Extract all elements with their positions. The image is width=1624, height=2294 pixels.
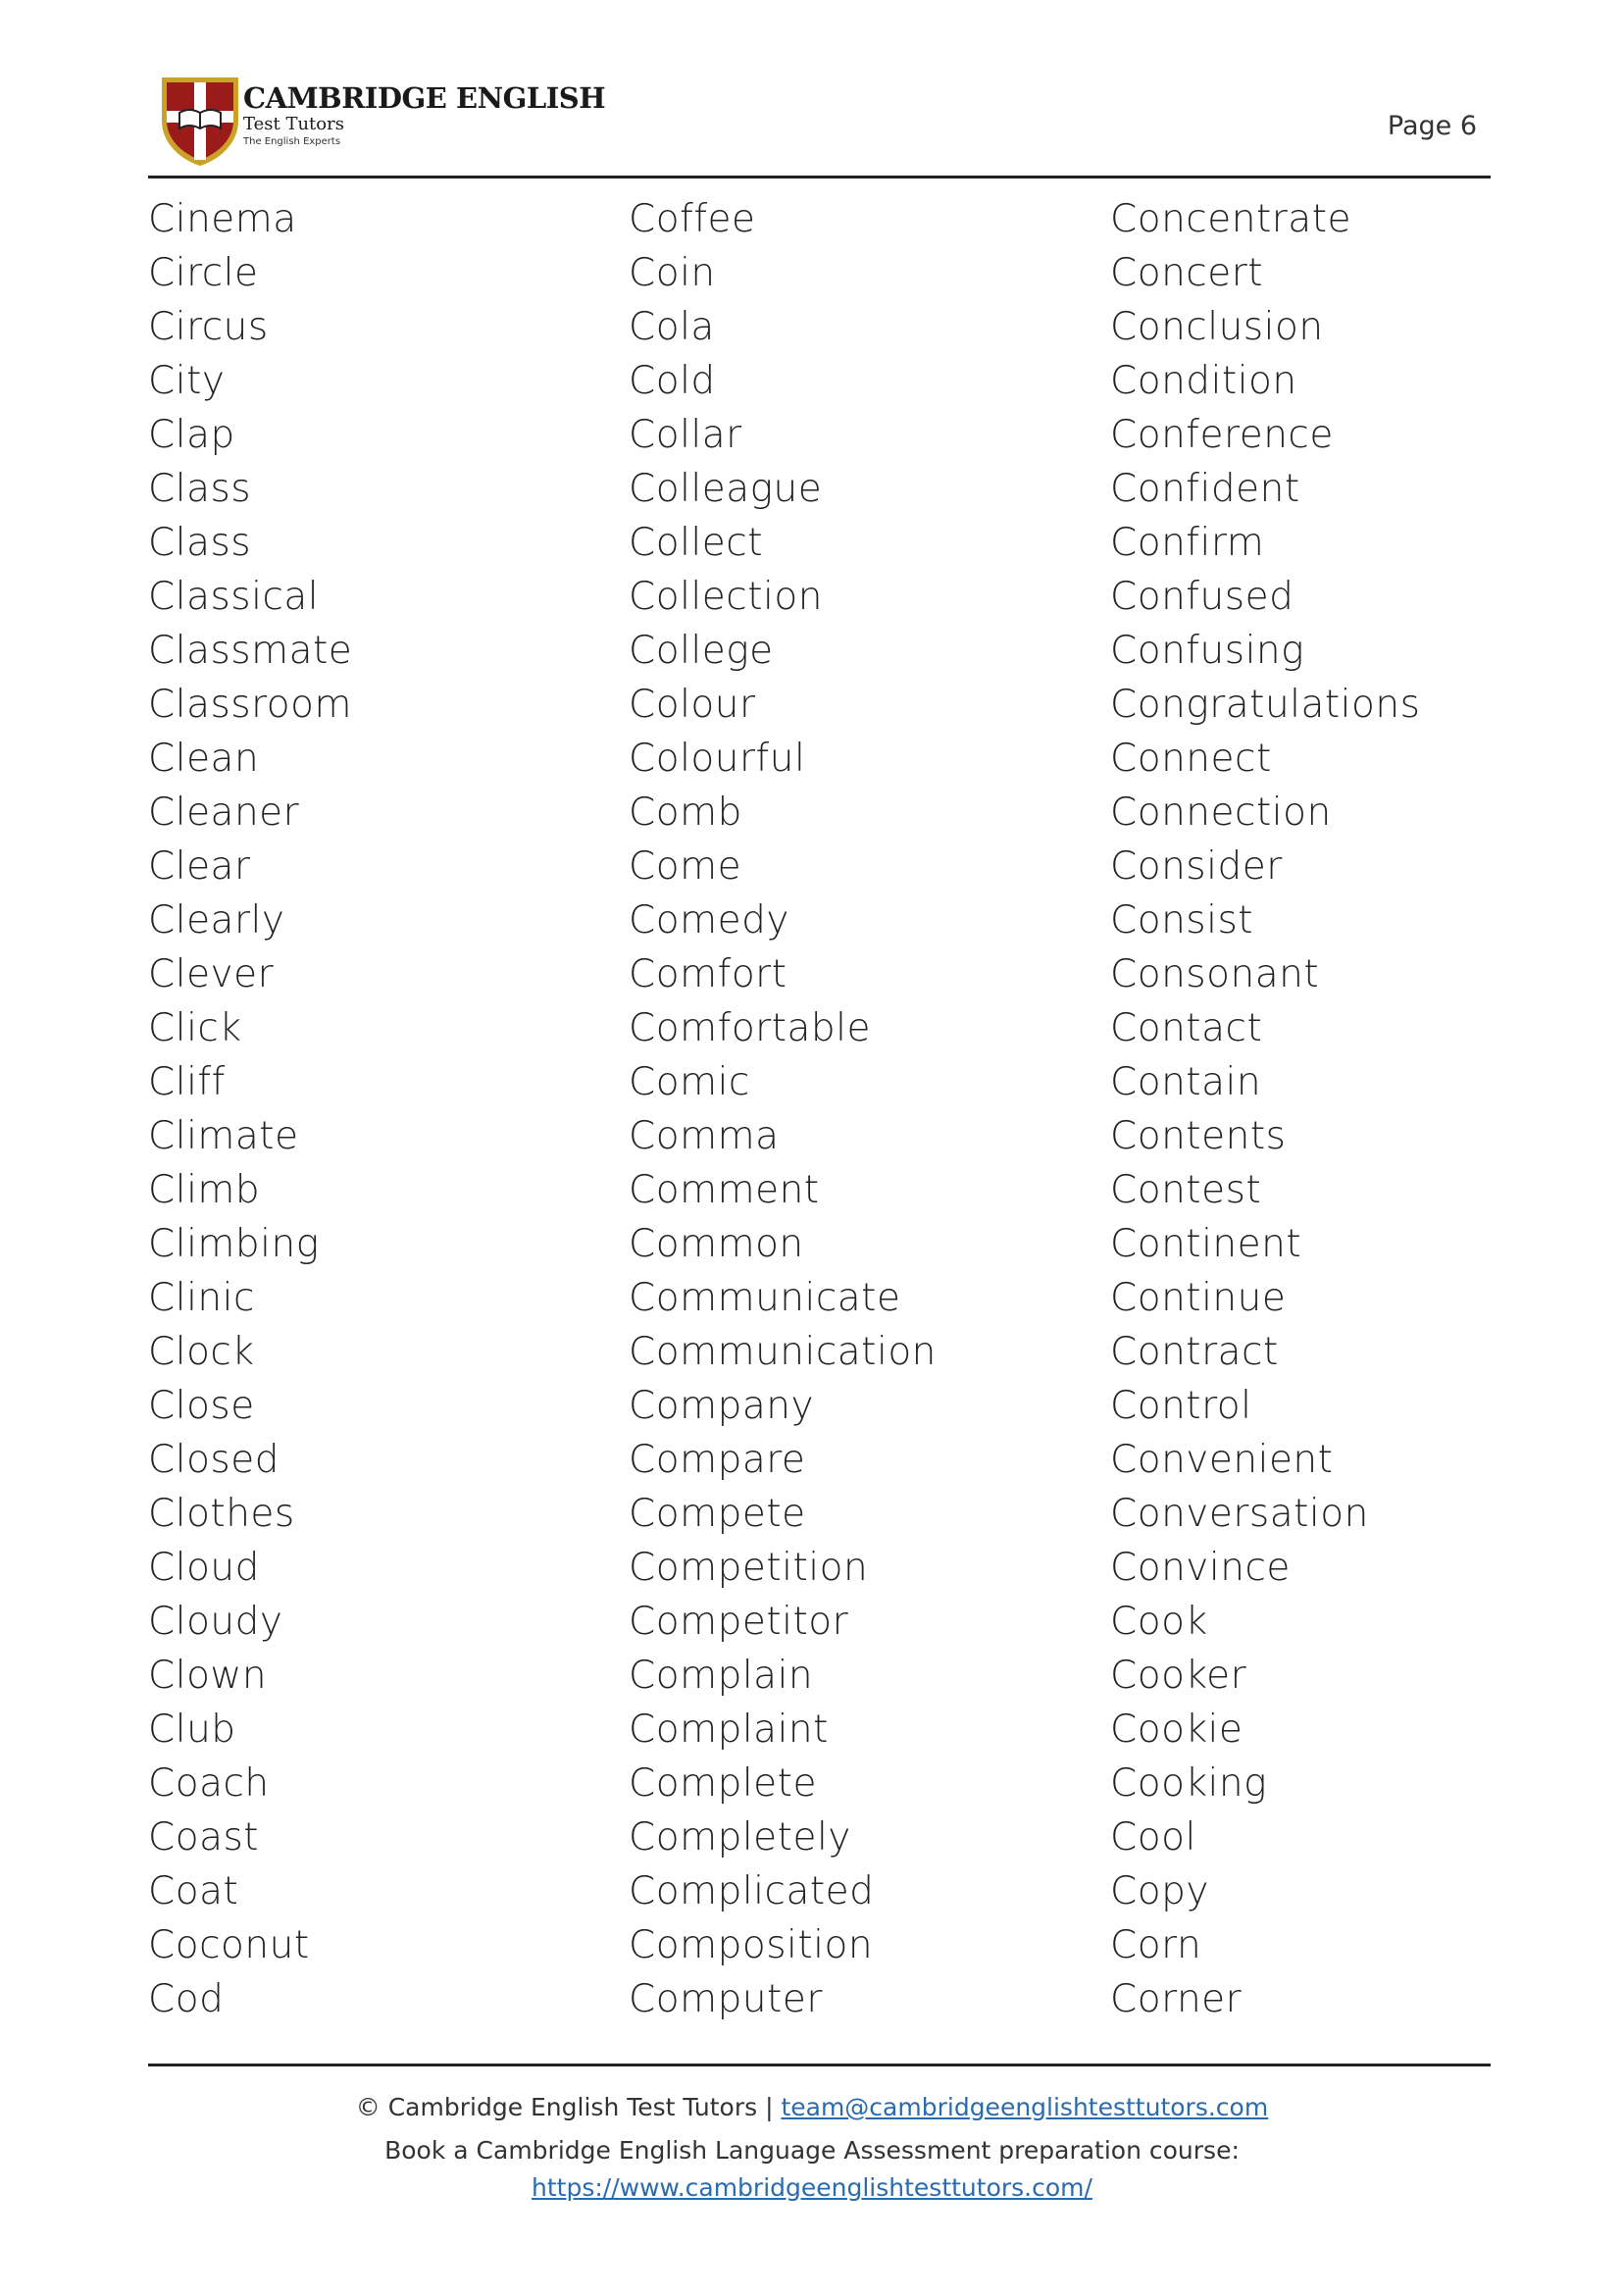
copyright-text: © Cambridge English Test Tutors |: [355, 2093, 782, 2121]
word-item: Coffee: [629, 197, 756, 241]
word-item: Cook: [1110, 1600, 1208, 1644]
word-item: Common: [629, 1222, 804, 1266]
word-item: Competitor: [629, 1600, 849, 1644]
word-item: Clinic: [148, 1276, 255, 1320]
word-item: Comic: [629, 1060, 750, 1104]
word-item: Confirm: [1110, 521, 1265, 565]
word-item: Communication: [629, 1330, 937, 1374]
word-item: Contract: [1110, 1330, 1279, 1374]
word-item: City: [148, 359, 226, 403]
word-item: Competition: [629, 1546, 869, 1590]
word-item: Clothes: [148, 1492, 295, 1536]
brand-block: [243, 82, 605, 148]
word-item: Contact: [1110, 1006, 1263, 1050]
word-item: Comma: [629, 1114, 780, 1158]
word-item: Condition: [1110, 359, 1297, 403]
word-item: Compete: [629, 1492, 806, 1536]
footer-copyright-line: [0, 2089, 1624, 2126]
page-footer: [0, 2089, 1624, 2207]
footer-divider: [148, 2064, 1491, 2066]
word-item: Colour: [629, 683, 756, 727]
word-item: Concentrate: [1110, 197, 1351, 241]
word-item: Complicated: [629, 1869, 875, 1913]
book-course-text: Book a Cambridge English Language Assessment preparation course:: [384, 2136, 1240, 2165]
word-item: Convince: [1110, 1546, 1291, 1590]
word-item: Cookie: [1110, 1708, 1243, 1752]
word-item: Classroom: [148, 683, 352, 727]
word-item: Communicate: [629, 1276, 901, 1320]
word-item: Congratulations: [1110, 683, 1421, 727]
word-item: Club: [148, 1708, 236, 1752]
word-item: Clear: [148, 844, 251, 889]
word-item: Cliff: [148, 1060, 226, 1104]
word-item: Corn: [1110, 1923, 1202, 1967]
word-item: Click: [148, 1006, 242, 1050]
word-item: Coast: [148, 1815, 260, 1860]
word-item: Clean: [148, 737, 260, 781]
word-item: Comfortable: [629, 1006, 871, 1050]
word-item: Closed: [148, 1438, 279, 1482]
website-link[interactable]: https://www.cambridgeenglishtesttutors.com/: [532, 2173, 1092, 2202]
word-item: Cooking: [1110, 1761, 1267, 1806]
word-item: Consist: [1110, 898, 1254, 943]
word-item: Complain: [629, 1654, 814, 1698]
word-item: Confusing: [1110, 629, 1305, 673]
word-item: Clearly: [148, 898, 285, 943]
word-item: Class: [148, 521, 252, 565]
word-list: [0, 192, 1624, 2036]
word-item: Comment: [629, 1168, 820, 1212]
word-item: Contents: [1110, 1114, 1287, 1158]
word-item: Cod: [148, 1977, 225, 2021]
word-item: Confused: [1110, 575, 1294, 619]
word-item: Circle: [148, 251, 259, 295]
word-item: Complaint: [629, 1708, 829, 1752]
word-item: Continue: [1110, 1276, 1287, 1320]
word-item: Coin: [629, 251, 716, 295]
word-item: Clap: [148, 413, 235, 457]
page-number: Page 6: [1387, 111, 1477, 141]
footer-book-line: [0, 2132, 1624, 2207]
word-item: Clock: [148, 1330, 255, 1374]
word-item: Comfort: [629, 952, 787, 996]
word-item: Come: [629, 844, 742, 889]
word-item: Cloudy: [148, 1600, 283, 1644]
word-item: Comedy: [629, 898, 789, 943]
header-divider: [148, 176, 1491, 178]
word-item: Cinema: [148, 197, 297, 241]
word-item: Cool: [1110, 1815, 1196, 1860]
word-item: Compare: [629, 1438, 806, 1482]
word-item: Collect: [629, 521, 763, 565]
word-item: Continent: [1110, 1222, 1302, 1266]
word-item: Colleague: [629, 467, 823, 511]
word-item: Consonant: [1110, 952, 1320, 996]
page-header: [0, 0, 1624, 180]
word-item: Concert: [1110, 251, 1264, 295]
brand-title: CAMBRIDGE ENGLISH: [243, 81, 606, 115]
word-item: Cleaner: [148, 790, 300, 835]
word-item: Cloud: [148, 1546, 260, 1590]
word-item: Cooker: [1110, 1654, 1247, 1698]
word-item: Coat: [148, 1869, 239, 1913]
word-item: Circus: [148, 305, 269, 349]
word-item: Consider: [1110, 844, 1283, 889]
word-item: Contest: [1110, 1168, 1262, 1212]
brand-tagline: The English Experts: [243, 136, 341, 147]
word-item: Class: [148, 467, 252, 511]
word-item: Climbing: [148, 1222, 320, 1266]
word-item: Clever: [148, 952, 275, 996]
word-item: Cola: [629, 305, 715, 349]
word-item: Coach: [148, 1761, 270, 1806]
word-item: Connect: [1110, 737, 1272, 781]
word-item: Close: [148, 1384, 255, 1428]
word-item: College: [629, 629, 774, 673]
word-item: Completely: [629, 1815, 851, 1860]
word-item: Collar: [629, 413, 742, 457]
word-item: Convenient: [1110, 1438, 1334, 1482]
word-item: Connection: [1110, 790, 1332, 835]
shield-logo-icon: [158, 74, 242, 168]
word-item: Confident: [1110, 467, 1300, 511]
word-item: Comb: [629, 790, 742, 835]
word-item: Conversation: [1110, 1492, 1369, 1536]
word-item: Colourful: [629, 737, 806, 781]
word-column-2: [629, 192, 937, 2026]
word-item: Conference: [1110, 413, 1334, 457]
word-item: Company: [629, 1384, 815, 1428]
word-item: Classical: [148, 575, 320, 619]
word-item: Composition: [629, 1923, 874, 1967]
word-item: Clown: [148, 1654, 268, 1698]
word-item: Copy: [1110, 1869, 1209, 1913]
word-item: Computer: [629, 1977, 823, 2021]
word-item: Collection: [629, 575, 823, 619]
email-link[interactable]: team@cambridgeenglishtesttutors.com: [781, 2093, 1269, 2121]
word-item: Cold: [629, 359, 716, 403]
word-column-1: [148, 192, 352, 2026]
word-item: Coconut: [148, 1923, 310, 1967]
word-item: Climate: [148, 1114, 299, 1158]
word-item: Climb: [148, 1168, 261, 1212]
word-item: Classmate: [148, 629, 353, 673]
word-item: Conclusion: [1110, 305, 1324, 349]
word-item: Contain: [1110, 1060, 1262, 1104]
word-column-3: [1110, 192, 1420, 2026]
word-item: Corner: [1110, 1977, 1243, 2021]
word-item: Control: [1110, 1384, 1252, 1428]
word-item: Complete: [629, 1761, 817, 1806]
brand-subtitle: Test Tutors: [243, 114, 344, 134]
